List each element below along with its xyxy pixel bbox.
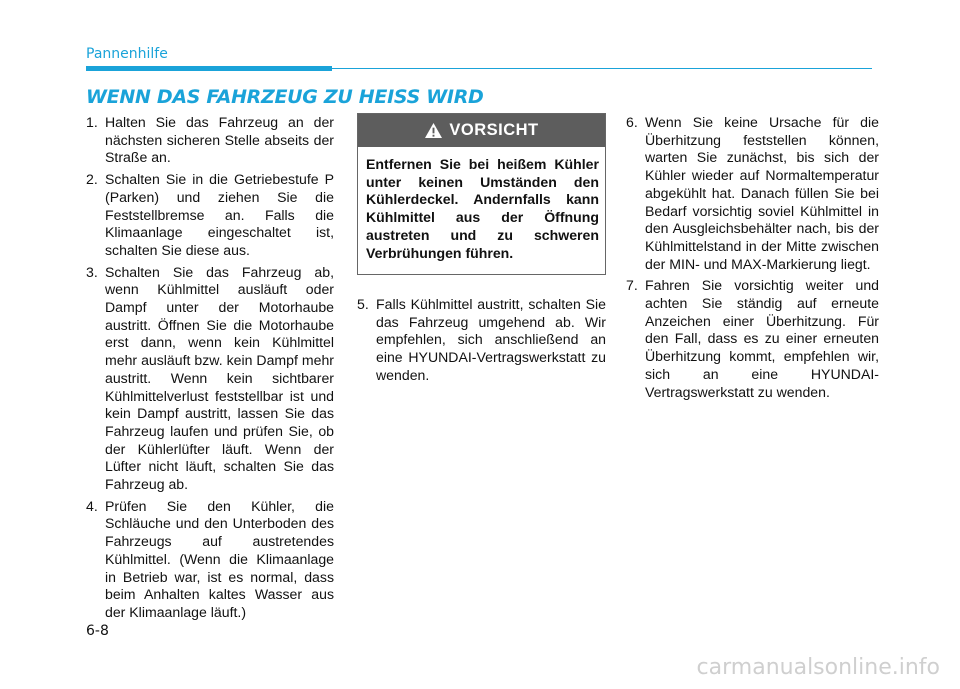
- caution-box: [357, 113, 606, 275]
- column-3: [626, 114, 879, 405]
- page-title: WENN DAS FAHRZEUG ZU HEISS WIRD: [86, 86, 484, 108]
- header-rule-thick: [86, 66, 332, 71]
- step-number: 4.: [86, 497, 98, 514]
- list-item: [86, 171, 334, 260]
- list-item: [86, 264, 334, 494]
- step-text: Fahren Sie vorsichtig weiter und achten Sie ständig auf erneute Anzeichen einer Überhitzung. Für den Fall, dass es zu einer erneuten Überhitzung kommt, empfehlen wir, sich an eine HYUNDAI-Vertragswerkstatt zu wenden.: [645, 277, 879, 400]
- step-number: 1.: [86, 114, 98, 130]
- step-text: Schalten Sie in die Getriebestufe P (Parken) und ziehen Sie die Feststellbremse an. Falls die Klimaanlage eingeschaltet ist, schalten Sie diese aus.: [105, 171, 334, 258]
- list-item: [357, 296, 606, 385]
- step-number: 2.: [86, 171, 98, 188]
- step-text: Wenn Sie keine Ursache für die Überhitzung feststellen können, warten Sie zunächst, bis sich der Kühler wieder auf Normaltemperatur abgekühlt hat. Danach füllen Sie bei Bedarf vorsichtig soviel Kühlmittel in den Ausgleichsbehälter nach, bis der Kühlmittelstand in der Mitte zwischen der MIN- und MAX-Markierung liegt.: [645, 114, 879, 272]
- warning-triangle-icon: [424, 122, 443, 139]
- column-2: [357, 296, 606, 389]
- step-number: 5.: [357, 296, 369, 312]
- section-label: Pannenhilfe: [86, 46, 168, 62]
- header-rule-thin: [332, 68, 872, 69]
- step-text: Schalten Sie das Fahrzeug ab, wenn Kühlmittel ausläuft oder Dampf unter der Motorhaube austritt. Öffnen Sie die Motorhaube erst dann, wenn kein Kühlmittel mehr ausläuft bzw. kein Dampf mehr austritt. Wenn kein sichtbarer Kühlmittelverlust feststellbar ist und kein Dampf austritt, lassen Sie das Fahrzeug laufen und prüfen Sie, ob der Kühlerlüfter läuft. Wenn der Lüfter nicht läuft, schalten Sie das Fahrzeug ab.: [105, 263, 334, 493]
- caution-text: Entfernen Sie bei heißem Kühler unter keinen Umständen den Kühlerdeckel. Andernfalls kann Kühlmittel aus der Öffnung austreten und zu schweren Verbrühungen führen.: [366, 156, 599, 261]
- list-item: [86, 114, 334, 167]
- step-text: Halten Sie das Fahrzeug an der nächsten sicheren Stelle abseits der Straße an.: [105, 114, 334, 166]
- watermark: carmanualsonline.info: [696, 655, 940, 680]
- caution-title: VORSICHT: [449, 121, 539, 139]
- list-item: [626, 114, 879, 273]
- step-text: Prüfen Sie den Kühler, die Schläuche und den Unterboden des Fahrzeugs auf austretendes Kühlmittel. (Wenn die Klimaanlage in Betrieb war, ist es normal, dass beim Anhalten kaltes Wasser aus der Klimaanlage läuft.): [105, 497, 334, 620]
- step-text: Falls Kühlmittel austritt, schalten Sie das Fahrzeug umgehend ab. Wir empfehlen, sich anschließend an eine HYUNDAI-Vertragswerkstatt zu wenden.: [376, 296, 606, 383]
- list-item: [626, 277, 879, 401]
- step-number: 7.: [626, 277, 638, 294]
- page-number: 6-8: [86, 623, 109, 639]
- step-number: 6.: [626, 114, 638, 130]
- caution-header: [358, 114, 605, 147]
- step-number: 3.: [86, 263, 98, 280]
- list-item: [86, 498, 334, 622]
- column-1: [86, 114, 334, 626]
